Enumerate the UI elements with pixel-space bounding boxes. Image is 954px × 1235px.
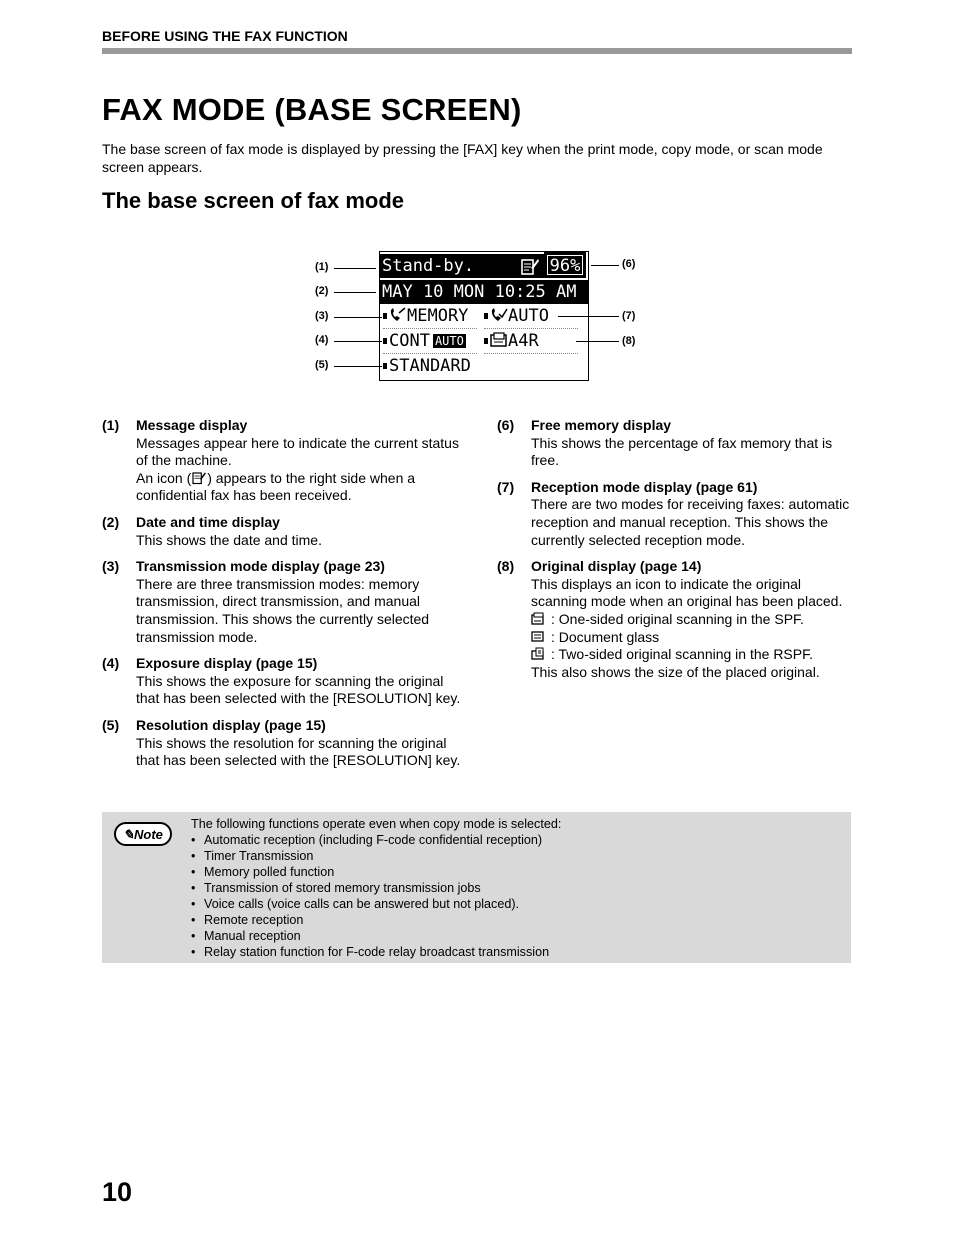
callout-line-3 bbox=[334, 317, 382, 318]
document-glass-icon bbox=[531, 629, 551, 645]
item-body: This shows the date and time. bbox=[136, 531, 322, 548]
scan-mode-text: : Two-sided original scanning in the RSPF. bbox=[551, 646, 813, 663]
page-number: 10 bbox=[102, 1177, 133, 1207]
description-column-right bbox=[497, 417, 857, 690]
resolution-cell bbox=[383, 355, 477, 378]
list-item: • Manual reception bbox=[191, 928, 561, 944]
item-body: This displays an icon to indicate the original scanning mode when an original has been placed. bbox=[531, 575, 843, 610]
exposure-cell bbox=[383, 330, 477, 354]
bullet-marker bbox=[484, 313, 488, 319]
item-number: (3) bbox=[102, 558, 120, 575]
page-title: FAX MODE (BASE SCREEN) bbox=[102, 92, 522, 127]
description-item-6 bbox=[497, 417, 857, 470]
callout-line-6 bbox=[591, 265, 619, 266]
callout-2: (2) bbox=[315, 285, 329, 297]
item-number: (4) bbox=[102, 655, 120, 672]
section-subtitle: The base screen of fax mode bbox=[102, 188, 404, 213]
lcd-datetime: MAY 10 MON 10:25 AM bbox=[380, 280, 588, 304]
bullet-marker bbox=[383, 338, 387, 344]
callout-7: (7) bbox=[622, 310, 636, 322]
item-title: Message display bbox=[136, 417, 248, 433]
item-title: Transmission mode display (page 23) bbox=[136, 558, 385, 575]
scan-mode-rspf bbox=[531, 646, 857, 664]
item-title: Original display (page 14) bbox=[531, 558, 702, 575]
free-memory-box: 96% bbox=[544, 252, 586, 278]
item-title: Free memory display bbox=[531, 417, 672, 433]
spf-original-icon bbox=[490, 331, 508, 351]
header-rule bbox=[102, 48, 852, 54]
item-number: (7) bbox=[497, 478, 515, 495]
callout-1: (1) bbox=[315, 261, 329, 273]
note-intro: The following functions operate even when copy mode is selected: bbox=[191, 817, 562, 831]
bullet-marker bbox=[484, 338, 488, 344]
item-title: Resolution display (page 15) bbox=[136, 716, 326, 733]
lcd-status-row bbox=[380, 254, 546, 278]
note-badge-label: Note bbox=[134, 827, 163, 842]
list-item: • Automatic reception (including F-code confidential reception) bbox=[191, 832, 561, 848]
item-footer: This also shows the size of the placed original. bbox=[531, 663, 820, 680]
item-body: This shows the exposure for scanning the original that has been selected with the [RESOLUTION] key. bbox=[136, 672, 461, 707]
description-item-7 bbox=[497, 479, 857, 549]
resolution-text: STANDARD bbox=[389, 356, 471, 376]
list-item: • Voice calls (voice calls can be answered but not placed). bbox=[191, 896, 561, 912]
item-body-post: ) appears to the right side when a confidential fax has been received. bbox=[136, 469, 416, 504]
item-number: (5) bbox=[102, 716, 120, 733]
note-box bbox=[102, 812, 851, 963]
note-badge bbox=[114, 822, 172, 846]
description-item-5 bbox=[102, 717, 462, 770]
exposure-auto-tag: AUTO bbox=[434, 334, 464, 348]
item-body: There are three transmission modes: memory transmission, direct transmission, and manual transmission. This shows the currently selected transmission mode. bbox=[136, 575, 430, 645]
description-item-1 bbox=[102, 417, 462, 505]
item-title: Date and time display bbox=[136, 513, 280, 530]
callout-line-4 bbox=[334, 341, 382, 342]
item-number: (6) bbox=[497, 417, 515, 433]
description-column-left bbox=[102, 417, 462, 779]
callout-line-8 bbox=[576, 341, 619, 342]
bullet-marker bbox=[383, 313, 387, 319]
item-title: Reception mode display (page 61) bbox=[531, 478, 758, 495]
item-number: (2) bbox=[102, 513, 120, 530]
list-item: • Memory polled function bbox=[191, 864, 561, 880]
item-body: There are two modes for receiving faxes: automatic reception and manual reception. This shows the currently selected reception mode. bbox=[531, 496, 850, 548]
list-item: • Timer Transmission bbox=[191, 848, 561, 864]
original-size-text: A4R bbox=[508, 331, 539, 351]
item-body: This shows the resolution for scanning the original that has been selected with the [RESOLUTION] key. bbox=[136, 734, 461, 769]
item-body: This shows the percentage of fax memory that is free. bbox=[531, 434, 833, 469]
section-header: BEFORE USING THE FAX FUNCTION bbox=[102, 28, 348, 44]
reception-mode-text: AUTO bbox=[508, 306, 549, 326]
callout-3: (3) bbox=[315, 310, 329, 322]
scan-mode-text: : One-sided original scanning in the SPF. bbox=[551, 610, 804, 627]
intro-paragraph: The base screen of fax mode is displayed by pressing the [FAX] key when the print mode, copy mode, or scan mode screen appears. bbox=[102, 141, 823, 175]
item-title: Exposure display (page 15) bbox=[136, 655, 318, 672]
note-content bbox=[191, 816, 561, 960]
scan-mode-glass bbox=[531, 629, 857, 647]
scan-mode-spf bbox=[531, 611, 857, 629]
list-item: • Transmission of stored memory transmission jobs bbox=[191, 880, 561, 896]
reception-mode-cell bbox=[484, 305, 578, 329]
original-cell bbox=[484, 330, 578, 354]
note-list bbox=[191, 832, 561, 960]
confidential-fax-icon bbox=[191, 470, 207, 486]
rspf-scan-icon bbox=[531, 646, 551, 662]
description-item-4 bbox=[102, 655, 462, 708]
scan-mode-text: : Document glass bbox=[551, 628, 660, 645]
callout-line-7 bbox=[558, 316, 619, 317]
bullet-marker bbox=[383, 363, 387, 369]
transmission-mode-cell bbox=[383, 305, 477, 329]
callout-5: (5) bbox=[315, 359, 329, 371]
list-item: • Remote reception bbox=[191, 912, 561, 928]
confidential-fax-icon bbox=[520, 254, 540, 278]
pencil-icon: ✎ bbox=[123, 827, 134, 842]
callout-line-5 bbox=[334, 366, 382, 367]
list-item: • Relay station function for F-code relay broadcast transmission bbox=[191, 944, 561, 960]
item-body-pre: An icon ( bbox=[136, 469, 192, 486]
auto-reception-icon bbox=[490, 306, 508, 326]
item-number: (8) bbox=[497, 558, 515, 575]
transmission-mode-text: MEMORY bbox=[407, 306, 469, 326]
item-number: (1) bbox=[102, 417, 120, 433]
callout-line-2 bbox=[334, 292, 376, 293]
description-item-2 bbox=[102, 514, 462, 549]
description-item-8 bbox=[497, 558, 857, 681]
callout-line-1 bbox=[334, 268, 376, 269]
spf-scan-icon bbox=[531, 611, 551, 627]
exposure-text: CONT bbox=[389, 331, 430, 351]
lcd-status-text: Stand-by. bbox=[382, 256, 475, 276]
phone-memory-icon bbox=[389, 306, 407, 326]
item-body: Messages appear here to indicate the current status of the machine. bbox=[136, 434, 459, 469]
callout-4: (4) bbox=[315, 334, 329, 346]
description-item-3 bbox=[102, 558, 462, 646]
callout-6: (6) bbox=[622, 258, 636, 270]
callout-8: (8) bbox=[622, 335, 636, 347]
item-body-icon-line bbox=[136, 470, 462, 505]
